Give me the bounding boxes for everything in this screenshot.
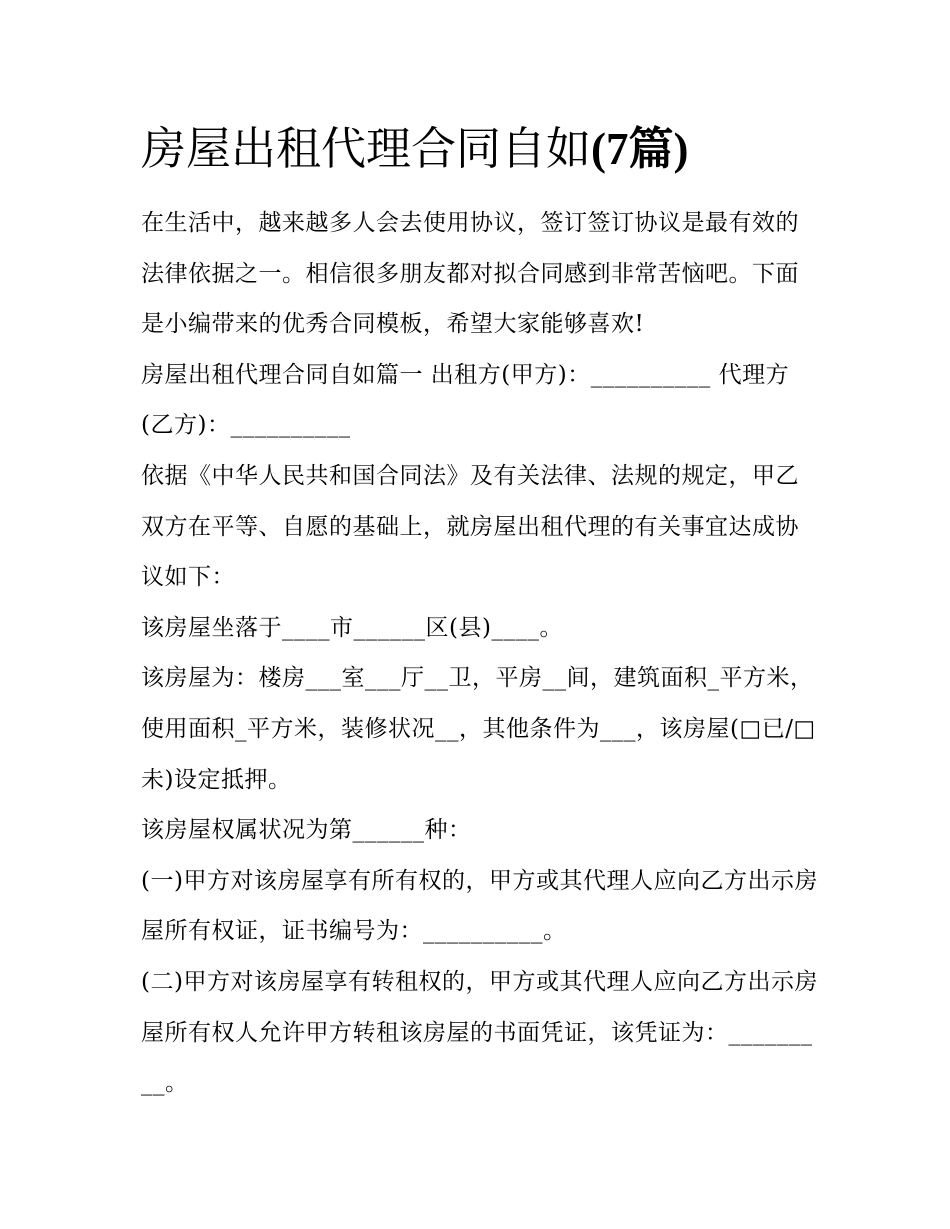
property-description-paragraph: 该房屋为：楼房___室___厅__卫，平房__间，建筑面积_平方米，使用面积_平方米，装修状况__，其他条件为___，该房屋(□已/□未)设定抵押。	[141, 665, 816, 793]
legal-basis-paragraph: 依据《中华人民共和国合同法》及有关法律、法规的规定，甲乙双方在平等、自愿的基础上，就房屋出租代理的有关事宜达成协议如下：	[141, 462, 799, 591]
document-title-main: 房屋出租代理合同自如	[141, 122, 592, 175]
document-title	[141, 118, 821, 180]
intro-paragraph: 在生活中，越来越多人会去使用协议，签订签订协议是最有效的法律依据之一。相信很多朋友都对拟合同感到非常苦恼吧。下面是小编带来的优秀合同模板，希望大家能够喜欢!	[141, 210, 799, 338]
document-title-suffix: (7篇)	[591, 124, 689, 174]
document-body	[141, 118, 821, 1109]
ownership-status-paragraph: 该房屋权属状况为第______种：	[141, 817, 472, 844]
clause-two-paragraph: (二)甲方对该房屋享有转租权的，甲方或其代理人应向乙方出示房屋所有权人允许甲方转租该房屋的书面凭证，该凭证为：_________。	[141, 968, 818, 1097]
clause-one-paragraph: (一)甲方对该房屋享有所有权的，甲方或其代理人应向乙方出示房屋所有权证，证书编号为：__________。	[141, 867, 818, 945]
parties-paragraph: 房屋出租代理合同自如篇一 出租方(甲方)：__________ 代理方(乙方)：__________	[141, 361, 790, 439]
property-location-paragraph: 该房屋坐落于____市______区(县)____。	[141, 614, 563, 641]
